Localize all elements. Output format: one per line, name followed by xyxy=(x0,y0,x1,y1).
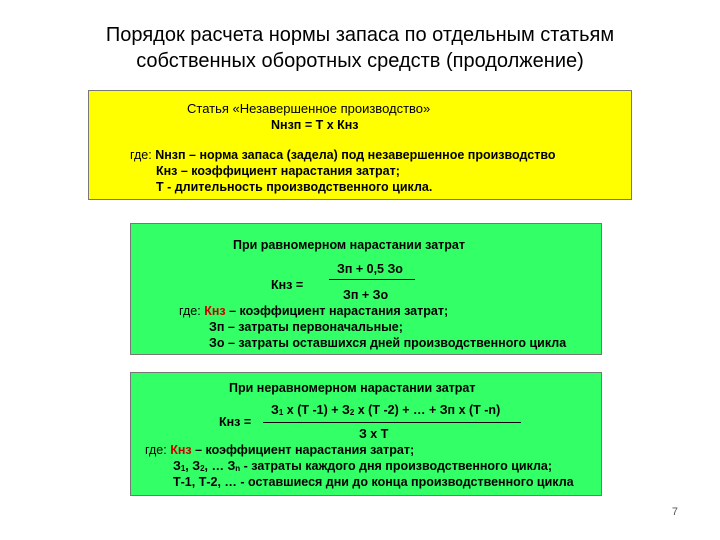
nonuniform-def-2 xyxy=(173,459,552,476)
where-prefix: где: xyxy=(130,148,152,162)
uniform-heading: При равномерном нарастании затрат xyxy=(233,238,465,252)
def-z: З xyxy=(173,459,181,473)
where-prefix: где: xyxy=(179,304,201,318)
symbol-zp: Зп xyxy=(209,320,225,334)
uniform-denominator: Зп + Зо xyxy=(343,288,389,302)
symbol-nnzp: Nнзп xyxy=(155,148,186,162)
nzp-def-3 xyxy=(156,180,432,195)
def-sep: , … З xyxy=(204,459,236,473)
where-prefix: где: xyxy=(145,443,167,457)
def-text: – коэффициент нарастания затрат; xyxy=(225,304,449,318)
nzp-def-1 xyxy=(130,148,556,163)
symbol-t: Т xyxy=(156,180,164,194)
uniform-cost-box xyxy=(130,223,602,355)
nonuniform-denominator: З х Т xyxy=(359,427,389,441)
nzp-heading: Статья «Незавершенное производство» xyxy=(187,101,431,116)
def-sub: n xyxy=(235,464,241,473)
nonuniform-lhs: Кнз = xyxy=(219,415,252,429)
symbol-knz: Кнз xyxy=(156,164,178,178)
uniform-lhs: Кнз = xyxy=(271,278,304,292)
def-text: – затраты оставшихся дней производственного цикла xyxy=(224,336,567,350)
nonuniform-numerator xyxy=(271,403,500,420)
fraction-line xyxy=(329,279,415,280)
title-line-2: собственных оборотных средств (продолжение) xyxy=(136,50,584,72)
symbol-zo: Зо xyxy=(209,336,225,350)
uniform-def-3 xyxy=(209,336,566,351)
def-sub: 2 xyxy=(200,464,205,473)
nzp-formula: Nнзп = Т х Кнз xyxy=(271,118,359,132)
nonuniform-def-1 xyxy=(145,443,414,458)
title-line-1: Порядок расчета нормы запаса по отдельным статьям xyxy=(105,24,615,46)
def-text: – затраты первоначальные; xyxy=(224,320,403,334)
num-sub: 1 xyxy=(278,408,284,417)
nonuniform-cost-box xyxy=(130,372,602,496)
page-title xyxy=(40,22,680,74)
def-text: – коэффициент нарастания затрат; xyxy=(177,164,400,178)
fraction-line xyxy=(263,422,521,423)
page-number: 7 xyxy=(671,506,678,518)
nonuniform-def-3: Т-1, Т-2, … - оставшиеся дни до конца производственного цикла xyxy=(173,475,574,489)
def-text: - затраты каждого дня производственного цикла; xyxy=(240,459,553,473)
uniform-def-1 xyxy=(179,304,448,319)
uniform-def-2 xyxy=(209,320,403,335)
symbol-knz: Кнз xyxy=(204,304,226,318)
num-sub: 2 xyxy=(349,408,355,417)
nzp-def-2 xyxy=(156,164,400,179)
def-text: - длительность производственного цикла. xyxy=(163,180,433,194)
uniform-numerator: Зп + 0,5 Зо xyxy=(337,262,403,276)
symbol-knz: Кнз xyxy=(170,443,192,457)
def-sep: , З xyxy=(185,459,201,473)
def-sub: 1 xyxy=(180,464,186,473)
nonuniform-heading: При неравномерном нарастании затрат xyxy=(229,381,476,395)
num-z: З xyxy=(271,403,279,417)
num-part: х (Т -2) + … + Зп х (Т -n) xyxy=(354,403,501,417)
num-part: х (Т -1) + З xyxy=(283,403,350,417)
def-text: – коэффициент нарастания затрат; xyxy=(191,443,415,457)
def-text: – норма запаса (задела) под незавершенное производство xyxy=(185,148,556,162)
